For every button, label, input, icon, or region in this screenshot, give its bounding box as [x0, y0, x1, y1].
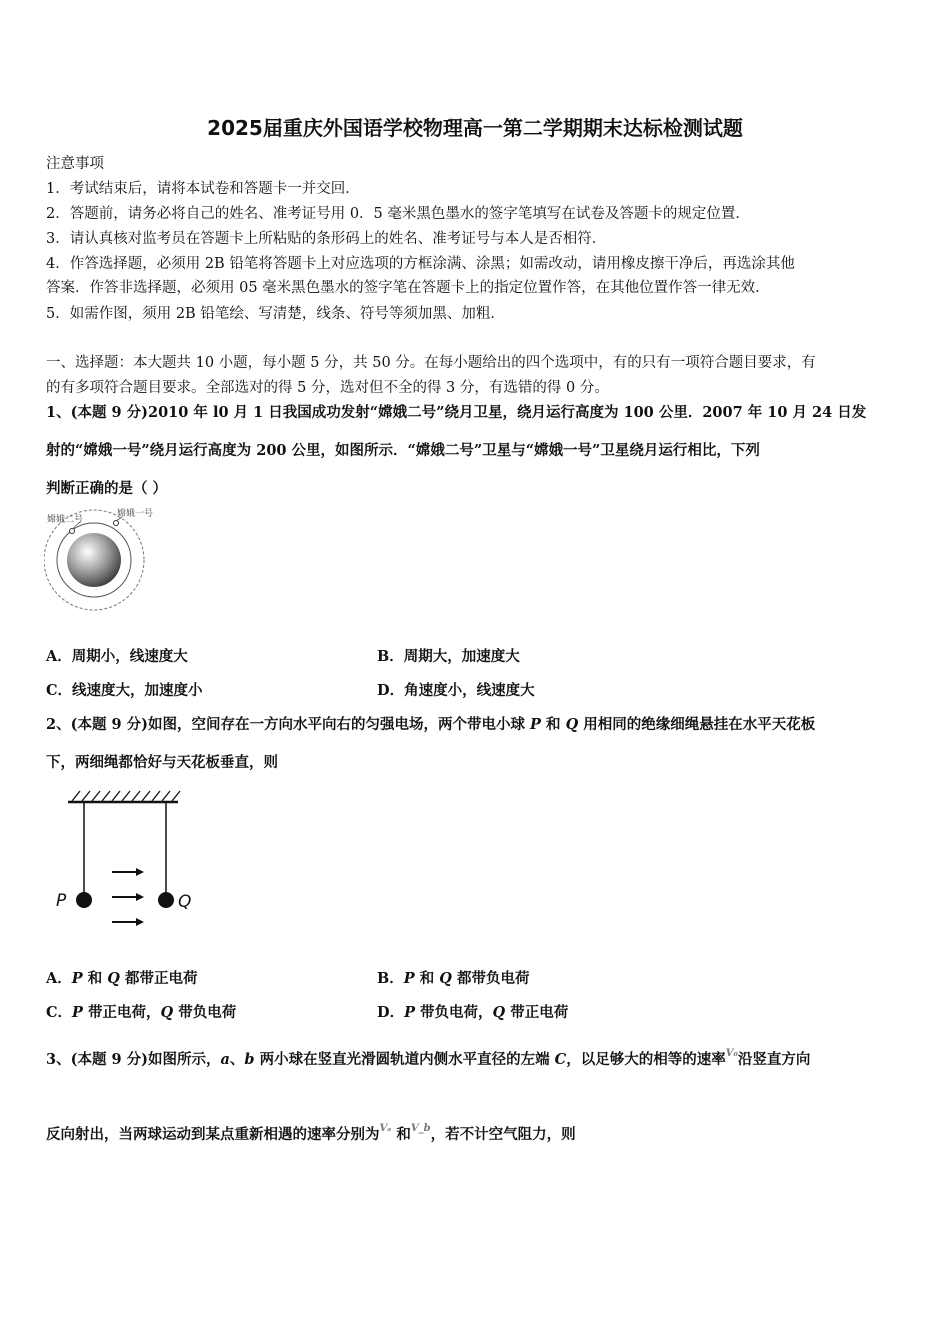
notice-item-4: 4．作答选择题，必须用 2B 铅笔将答题卡上对应选项的方框涂满、涂黑；如需改动，请用橡皮擦干净后，再选涂其他	[46, 256, 795, 272]
q1-stem-line-2: 射的“嫦娥一号”绕月运行高度为 200 公里，如图所示．“嫦娥二号”卫星与“嫦娥一号”卫星绕月运行相比，下列	[46, 442, 760, 459]
q2-option-b: B．P 和 Q 都带负电荷	[377, 970, 530, 987]
satellite-2-icon	[70, 529, 75, 534]
notice-heading: 注意事项	[46, 156, 104, 172]
notice-item-1: 1．考试结束后，请将本试卷和答题卡一并交回．	[46, 181, 360, 197]
label-chang-e-1: 嫦娥一号	[117, 509, 154, 519]
satellite-1-icon	[114, 521, 119, 526]
notice-item-3: 3．请认真核对监考员在答题卡上所粘贴的条形码上的姓名、准考证号与本人是否相符．	[46, 231, 607, 247]
ball-q	[158, 892, 174, 908]
label-p: P	[56, 891, 67, 911]
notice-item-4-cont: 答案．作答非选择题，必须用 05 毫米黑色墨水的签字笔在答题卡上的指定位置作答，在其他位置作答一律无效．	[46, 280, 770, 296]
moon-icon	[67, 533, 121, 587]
page-title: 2025届重庆外国语学校物理高一第二学期期末达标检测试题	[207, 116, 743, 140]
label-q: Q	[178, 892, 192, 912]
q1-option-a: A．周期小，线速度大	[46, 648, 188, 665]
symbol-vb: V_b	[410, 1123, 431, 1134]
q2-option-c: C．P 带正电荷，Q 带负电荷	[46, 1004, 237, 1021]
q2-option-d: D．P 带负电荷，Q 带正电荷	[377, 1004, 569, 1021]
notice-item-2: 2．答题前，请务必将自己的姓名、准考证号用 0．5 毫米黑色墨水的签字笔填写在试卷及答题卡的规定位置．	[46, 206, 750, 222]
label-chang-e-2: 嫦娥二号	[47, 515, 84, 525]
q2-stem-line-2: 下，两细绳都恰好与天花板垂直，则	[46, 754, 278, 771]
symbol-v0: V₀	[725, 1048, 738, 1059]
q1-stem-line-1: 1、(本题 9 分)2010 年 l0 月 1 日我国成功发射“嫦娥二号”绕月卫星，绕月运行高度为 100 公里．2007 年 10 月 24 日发	[46, 404, 867, 421]
ball-p	[76, 892, 92, 908]
section-instruction-line-2: 的有多项符合题目要求。全部选对的得 5 分，选对但不全的得 3 分，有选错的得 0 分。	[46, 380, 609, 396]
q1-stem-line-3: 判断正确的是（ ）	[46, 480, 168, 497]
notice-item-5: 5．如需作图，须用 2B 铅笔绘、写清楚，线条、符号等须加黑、加粗．	[46, 306, 505, 322]
q2-stem-line-1: 2、(本题 9 分)如图，空间存在一方向水平向右的匀强电场，两个带电小球 P 和 Q 用相同的绝缘细绳悬挂在水平天花板	[46, 716, 816, 733]
q3-stem-line-1: 3、(本题 9 分)如图所示，a、b 两小球在竖直光滑圆轨道内侧水平直径的左端 C，以足够大的相等的速率$^{V_0}$沿竖直方向	[46, 1048, 811, 1068]
q1-orbit-figure	[44, 506, 164, 611]
q2-option-a: A．P 和 Q 都带正电荷	[46, 970, 198, 987]
symbol-va: Vₐ	[379, 1123, 392, 1134]
q1-option-c: C．线速度大，加速度小	[46, 682, 203, 699]
q2-electric-field-figure	[50, 785, 200, 935]
q1-option-d: D．角速度小，线速度大	[377, 682, 535, 699]
q3-stem-line-2: 反向射出，当两球运动到某点重新相遇的速率分别为$^{V_a}$ 和$^{V\_b}$，若不计空气阻力，则	[46, 1123, 576, 1143]
q1-option-b: B．周期大，加速度大	[377, 648, 520, 665]
section-instruction-line-1: 一、选择题：本大题共 10 小题，每小题 5 分，共 50 分。在每小题给出的四个选项中，有的只有一项符合题目要求，有	[46, 355, 816, 371]
